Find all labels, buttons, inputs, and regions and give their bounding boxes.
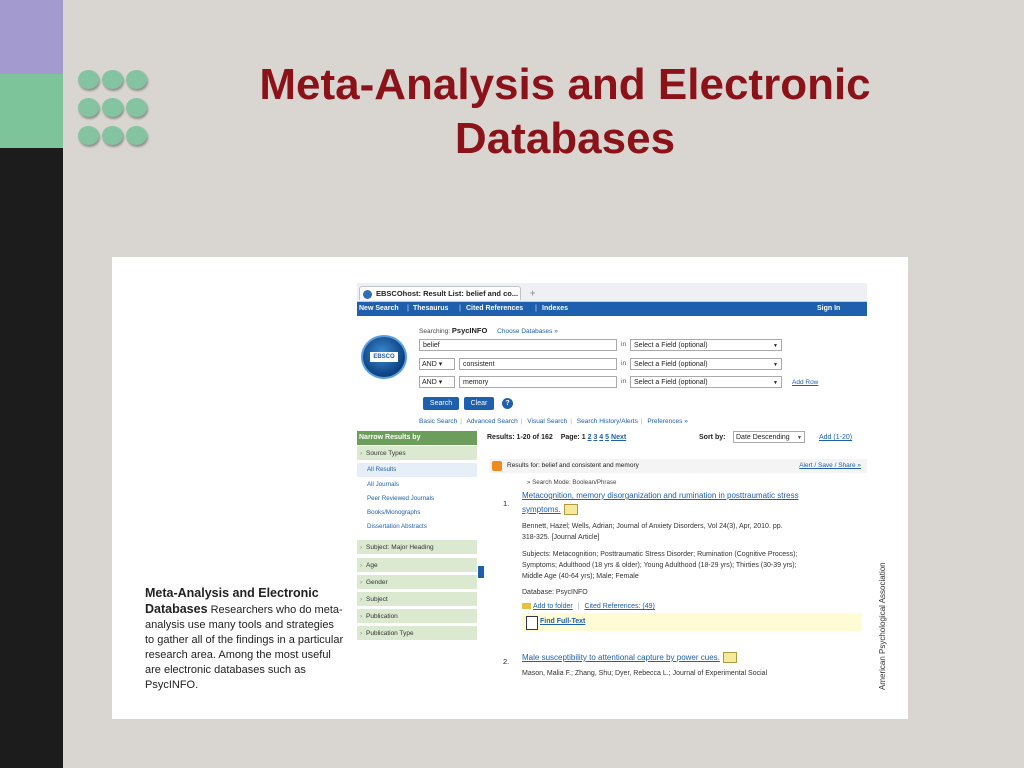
nav-new-search[interactable]: New Search [359, 305, 399, 312]
image-credit: American Psychological Association [878, 562, 887, 690]
page-label: Page: [560, 434, 580, 441]
subjects-line3: Middle Age (40-64 yrs); Male; Female [522, 573, 639, 580]
page-3-link[interactable]: 3 [593, 434, 598, 441]
visual-search-link[interactable]: Visual Search [527, 418, 568, 425]
subjects-line2: Symptoms; Adulthood (18 yrs & older); Young Adulthood (18-29 yrs); Thirties (30-39 yrs); [522, 562, 797, 569]
result-citation [522, 521, 862, 543]
results-for-text: Results for: belief and consistent and memory [507, 462, 639, 469]
slide-title-line2: Databases [454, 114, 676, 163]
preview-icon[interactable] [723, 652, 737, 663]
citation-line2: 318-325. [Journal Article] [522, 534, 600, 541]
search-term-input[interactable]: consistent [459, 358, 617, 370]
source-all-journals[interactable]: All Journals [367, 481, 399, 488]
source-dissertations[interactable]: Dissertation Abstracts [367, 523, 427, 530]
ebsco-logo-text: EBSCO [370, 352, 398, 362]
action-separator: | [577, 603, 580, 610]
result-citation: Mason, Malia F.; Zhang, Shu; Dyer, Rebecca L.; Journal of Experimental Social [522, 670, 768, 677]
slide-title-line1: Meta-Analysis and Electronic [259, 60, 871, 109]
boolean-select[interactable]: AND ▾ [419, 358, 455, 370]
band-green-block [0, 74, 63, 148]
dot [78, 98, 99, 117]
find-full-text-link[interactable]: Find Full-Text [540, 618, 586, 625]
facet-gender[interactable]: › Gender [357, 575, 477, 590]
sort-select[interactable]: Date Descending ▼ [733, 431, 805, 443]
slide-caption [145, 586, 345, 693]
alert-save-share-link[interactable]: Alert / Save / Share » [799, 462, 861, 469]
band-purple-block [0, 0, 63, 74]
in-label: in [621, 341, 627, 348]
in-label: in [621, 360, 627, 367]
result-title-line2-text: symptoms. [522, 505, 561, 514]
page-2-link[interactable]: 2 [587, 434, 592, 441]
nav-separator: | [407, 305, 409, 312]
searching-label: Searching: [419, 328, 451, 335]
narrow-results-header: Narrow Results by [357, 431, 477, 445]
find-full-text-bar[interactable] [522, 613, 862, 631]
add-results-link[interactable]: Add (1-20) [819, 434, 853, 441]
in-label: in [621, 378, 627, 385]
narrow-results-panel [357, 431, 477, 683]
field-select[interactable]: Select a Field (optional) ▼ [630, 358, 782, 370]
ebsco-screenshot [357, 283, 867, 683]
browser-tab-bar [357, 283, 867, 302]
database-name: PsycINFO [451, 326, 488, 335]
facet-major-heading[interactable]: › Subject: Major Heading [357, 540, 477, 555]
cited-references-link[interactable]: Cited References: (49) [584, 603, 655, 610]
add-to-folder-link[interactable]: Add to folder [533, 603, 573, 610]
full-text-icon [526, 616, 538, 630]
nav-separator: | [535, 305, 537, 312]
results-count: Results: 1-20 of 162 [487, 434, 553, 441]
search-mode-text: » Search Mode: Boolean/Phrase [527, 479, 617, 486]
collapse-panel-handle[interactable] [478, 566, 484, 578]
nav-indexes[interactable]: Indexes [542, 305, 569, 312]
searching-line [419, 326, 558, 335]
search-history-link[interactable]: Search History/Alerts [576, 418, 638, 425]
dot-grid-decoration [78, 70, 150, 150]
field-select[interactable]: Select a Field (optional) ▼ [630, 376, 782, 388]
browser-tab[interactable] [359, 286, 536, 300]
result-subjects [522, 549, 862, 582]
nav-cited-references[interactable]: Cited References [466, 305, 524, 312]
result-number: 2. [503, 657, 510, 666]
preview-icon[interactable] [564, 504, 578, 515]
results-for-bar [489, 459, 867, 473]
result-database: Database: PsycINFO [522, 589, 588, 596]
source-types-section[interactable]: › Source Types [357, 446, 477, 461]
dot [102, 98, 123, 117]
search-term-input[interactable]: belief [419, 339, 617, 351]
dot [126, 98, 147, 117]
dot [78, 126, 99, 145]
advanced-search-link[interactable]: Advanced Search [466, 418, 518, 425]
search-button[interactable]: Search [423, 397, 459, 410]
dot [126, 126, 147, 145]
facet-publication[interactable]: › Publication [357, 609, 477, 624]
field-select[interactable]: Select a Field (optional) ▼ [630, 339, 782, 351]
ebsco-toolbar [357, 302, 867, 316]
slide-title [170, 58, 960, 166]
preferences-link[interactable]: Preferences » [647, 418, 688, 425]
add-row-link[interactable]: Add Row [792, 379, 819, 386]
rss-icon[interactable] [492, 461, 502, 471]
facet-age[interactable]: › Age [357, 558, 477, 573]
search-mode-links: Basic Search | Advanced Search | Visual Search | Search History/Alerts | Preferences » [419, 418, 688, 425]
caption-heading: Meta-Analysis and Electronic Databases [145, 586, 319, 616]
result-title-link[interactable] [522, 651, 852, 665]
new-tab-icon[interactable]: + [530, 288, 536, 298]
ebsco-favicon-icon [363, 290, 372, 299]
clear-button[interactable]: Clear [464, 397, 494, 410]
sign-in-link[interactable]: Sign In [817, 305, 841, 312]
ebsco-logo[interactable] [361, 335, 407, 379]
dot [102, 70, 123, 89]
results-list [487, 431, 867, 683]
sort-label: Sort by: [699, 434, 726, 441]
boolean-value: AND [422, 379, 437, 386]
choose-databases-link[interactable]: Choose Databases » [497, 328, 558, 335]
dot [126, 70, 147, 89]
page-4-link[interactable]: 4 [599, 434, 604, 441]
results-header [487, 431, 867, 445]
result-title-link[interactable] [522, 489, 852, 517]
next-page-link[interactable]: Next [611, 434, 627, 441]
basic-search-link[interactable]: Basic Search [419, 418, 458, 425]
citation-line1: Bennett, Hazel; Wells, Adrian; Journal of Anxiety Disorders, Vol 24(3), Apr, 2010. pp. [522, 523, 783, 530]
left-band [0, 0, 63, 768]
facet-subject[interactable]: › Subject [357, 592, 477, 607]
search-mode-value: Search Mode: Boolean/Phrase [532, 479, 617, 486]
dot [102, 126, 123, 145]
result-actions [522, 601, 862, 612]
folder-icon [522, 603, 531, 609]
result-number: 1. [503, 499, 510, 508]
result-title-line1: Metacognition, memory disorganization and rumination in posttraumatic stress [522, 491, 799, 500]
result-title-line1: Male susceptibility to attentional capture by power cues. [522, 653, 720, 662]
page-1: 1 [581, 434, 586, 441]
source-peer-reviewed[interactable]: Peer Reviewed Journals [367, 495, 435, 502]
dot [78, 70, 99, 89]
search-term-input[interactable]: memory [459, 376, 617, 388]
caption-body: Researchers who do meta-analysis use many tools and strategies to gather all of the findings in a particular research area. Among the most useful are electronic databases such as PsycINFO. [145, 604, 344, 691]
nav-thesaurus[interactable]: Thesaurus [413, 305, 449, 312]
source-books[interactable]: Books/Monographs [367, 509, 421, 516]
result-title-line2 [522, 503, 852, 517]
nav-separator: | [459, 305, 461, 312]
browser-tab-label: EBSCOhost: Result List: belief and co... [376, 289, 519, 298]
boolean-value: AND [422, 361, 437, 368]
help-icon[interactable]: ? [502, 398, 513, 409]
subjects-line1: Subjects: Metacognition; Posttraumatic Stress Disorder; Rumination (Cognitive Process); [522, 551, 798, 558]
boolean-select[interactable]: AND ▾ [419, 376, 455, 388]
facet-publication-type[interactable]: › Publication Type [357, 626, 477, 641]
source-all-results[interactable]: All Results [367, 466, 397, 473]
page-5-link[interactable]: 5 [605, 434, 610, 441]
